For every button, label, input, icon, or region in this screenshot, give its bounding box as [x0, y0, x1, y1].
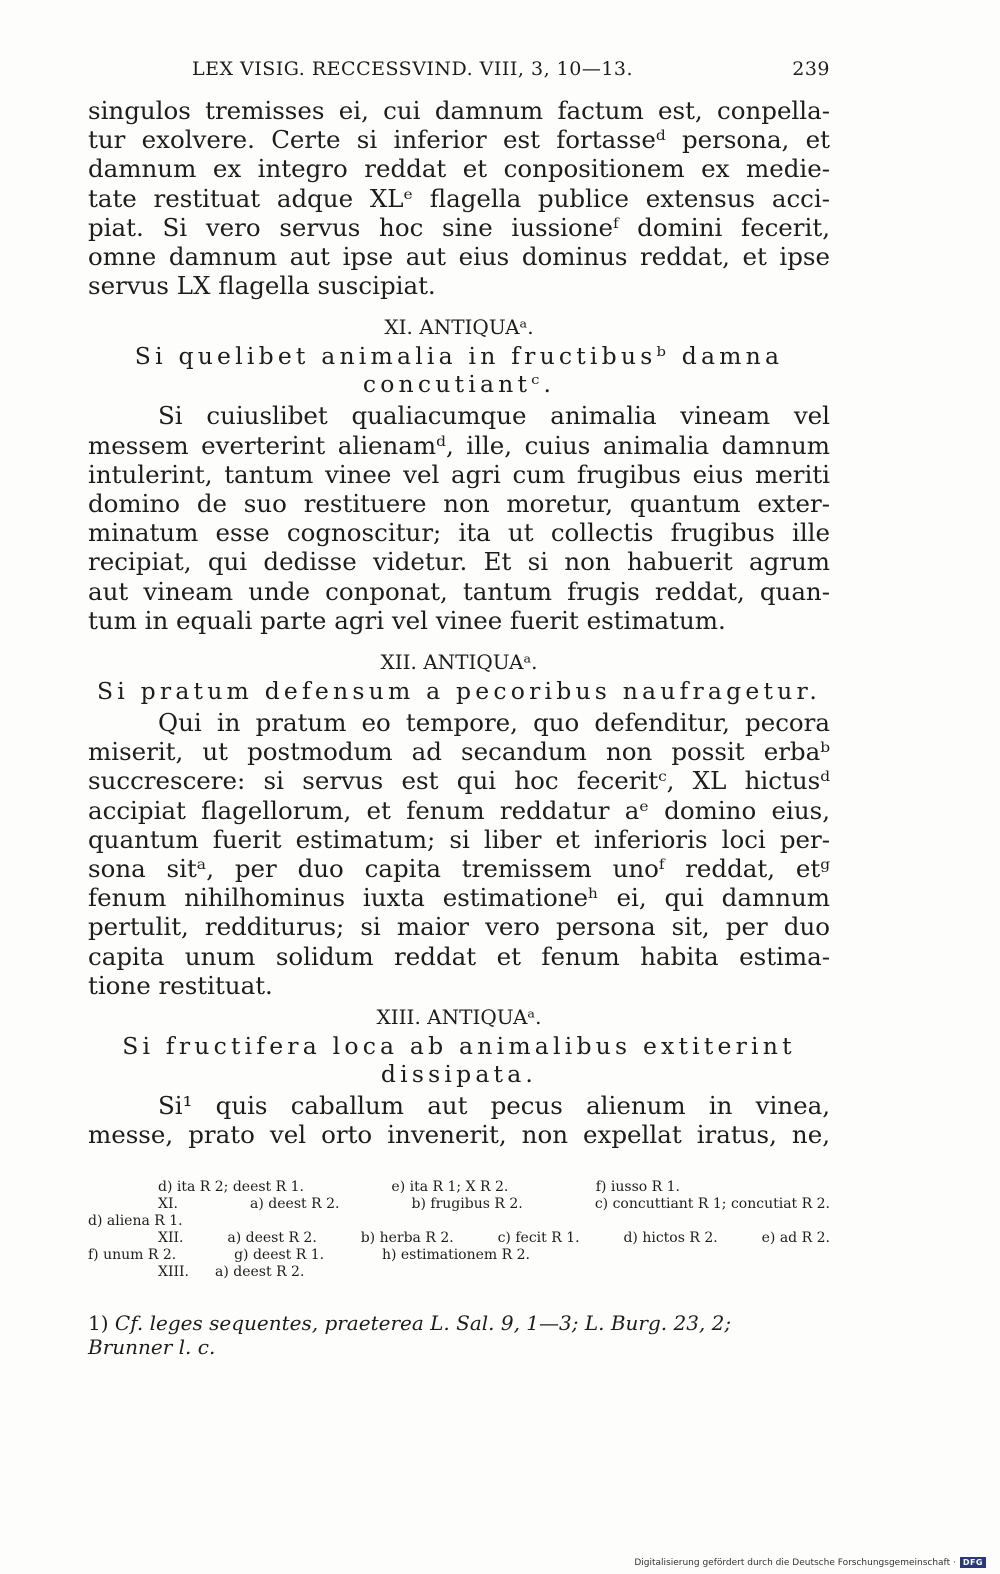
section-title-line: Si fructifera loca ab animalibus extiterint — [122, 1032, 796, 1061]
page-content — [88, 58, 830, 1359]
text-line: Qui in pratum eo tempore, quo defenditur, pecora — [158, 708, 830, 738]
text-line: omne damnum aut ipse aut eius dominus reddat, et ipse — [88, 242, 830, 272]
text-line: sona sitᵃ, per duo capita tremissem unoᶠ reddat, etᵍ — [88, 854, 830, 884]
section-heading-xii: XII. ANTIQUAᵃ. — [380, 650, 538, 675]
section-title-line: dissipata. — [380, 1060, 538, 1089]
text-line: intulerint, tantum vinee vel agri cum frugibus eius meriti — [88, 459, 830, 489]
apparatus-entry: e) ita R 1; X R 2. — [391, 1179, 509, 1196]
section-body-xii — [88, 708, 830, 1000]
text-line: tur exolvere. Certe si inferior est fortasseᵈ persona, et — [88, 125, 830, 155]
apparatus-entry: f) iusso R 1. — [595, 1179, 680, 1196]
text-line: messem everterint alienamᵈ, ille, cuius animalia damnum — [88, 430, 830, 460]
footnote-number: 1) — [88, 1311, 109, 1336]
apparatus-line — [88, 1179, 830, 1196]
page-number: 239 — [792, 58, 830, 80]
text-line: succrescere: si servus est qui hoc feceritᶜ, XL hictusᵈ — [88, 766, 830, 796]
section-body-xiii — [88, 1091, 830, 1149]
footnote-text: Cf. leges sequentes, praeterea L. Sal. 9, 1—3; L. Burg. 23, 2; — [114, 1311, 732, 1336]
text-line: damnum ex integro reddat et conpositionem ex medie- — [88, 154, 830, 184]
apparatus-line — [88, 1247, 830, 1264]
apparatus-entry: c) concuttiant R 1; concutiat R 2. — [594, 1196, 830, 1213]
apparatus-entry: a) deest R 2. — [215, 1264, 305, 1281]
critical-apparatus — [88, 1179, 830, 1281]
section-title-line: Si pratum defensum a pecoribus naufragetur. — [96, 677, 821, 706]
apparatus-entry: h) estimationem R 2. — [381, 1247, 530, 1264]
section-title-line: concutiantᶜ. — [362, 370, 556, 399]
apparatus-entry: g) deest R 1. — [234, 1247, 325, 1264]
text-line: aut vineam unde conponat, tantum frugis reddat, quan- — [88, 576, 830, 606]
footnote-line: Brunner l. c. — [88, 1335, 216, 1360]
text-line: quantum fuerit estimatum; si liber et inferioris loci per- — [88, 824, 830, 854]
text-line: servus LX flagella suscipiat. — [88, 271, 436, 301]
running-title: LEX VISIG. RECCESSVIND. VIII, 3, 10—13. — [192, 58, 634, 80]
text-line: Si cuiuslibet qualiacumque animalia vineam vel — [158, 401, 830, 431]
text-line: singulos tremisses ei, cui damnum factum est, conpella- — [88, 96, 830, 125]
intro-paragraph — [88, 96, 830, 300]
apparatus-entry: d) aliena R 1. — [88, 1213, 183, 1230]
apparatus-entry: e) ad R 2. — [761, 1230, 830, 1247]
apparatus-entry: XI. — [158, 1196, 178, 1213]
apparatus-line — [88, 1230, 830, 1247]
apparatus-entry: b) frugibus R 2. — [411, 1196, 523, 1213]
section-title-line: Si quelibet animalia in fructibusᵇ damna — [134, 342, 784, 371]
apparatus-entry: b) herba R 2. — [360, 1230, 454, 1247]
text-line: minatum esse cognoscitur; ita ut collectis frugibus ille — [88, 518, 830, 548]
text-line: tione restituat. — [88, 970, 273, 1000]
section-title-xii — [88, 677, 830, 705]
text-line: Si¹ quis caballum aut pecus alienum in vinea, — [158, 1091, 830, 1121]
section-title-xiii — [88, 1032, 830, 1088]
text-line: fenum nihilhominus iuxta estimationeʰ ei, qui damnum — [88, 883, 830, 913]
apparatus-entry: XII. — [158, 1230, 184, 1247]
credit-text: Digitalisierung gefördert durch die Deutsche Forschungsgemeinschaft · — [634, 1557, 956, 1568]
apparatus-line — [88, 1196, 830, 1213]
text-line: recipiat, qui dedisse videtur. Et si non habuerit agrum — [88, 547, 830, 577]
dfg-logo-icon: DFG — [960, 1557, 986, 1568]
footnote-line — [88, 1311, 830, 1335]
apparatus-entry: c) fecit R 1. — [497, 1230, 580, 1247]
apparatus-entry: f) unum R 2. — [88, 1247, 177, 1264]
text-line: pertulit, redditurus; si maior vero persona sit, per duo — [88, 912, 830, 942]
text-line: piat. Si vero servus hoc sine iussioneᶠ domini fecerit, — [88, 212, 830, 242]
running-header — [88, 58, 830, 80]
text-line: domino de suo restituere non moretur, quantum exter- — [88, 489, 830, 519]
text-line: miserit, ut postmodum ad secandum non possit erbaᵇ — [88, 737, 830, 767]
digitization-credit — [634, 1557, 986, 1568]
apparatus-entry: a) deest R 2. — [227, 1230, 317, 1247]
section-body-xi — [88, 401, 830, 635]
apparatus-line — [88, 1213, 830, 1230]
text-line: messe, prato vel orto invenerit, non expellat iratus, ne, — [88, 1120, 830, 1150]
text-line: accipiat flagellorum, et fenum reddatur aᵉ domino eius, — [88, 795, 830, 825]
text-line: tate restituat adque XLᵉ flagella publice extensus acci- — [88, 183, 830, 213]
apparatus-line — [88, 1264, 830, 1281]
apparatus-entry: XIII. — [158, 1264, 190, 1281]
section-heading-xi: XI. ANTIQUAᵃ. — [384, 315, 534, 340]
apparatus-entry: d) ita R 2; deest R 1. — [158, 1179, 304, 1196]
section-heading-xiii: XIII. ANTIQUAᵃ. — [376, 1005, 542, 1030]
apparatus-entry: d) hictos R 2. — [623, 1230, 718, 1247]
apparatus-entry: a) deest R 2. — [250, 1196, 340, 1213]
text-line: capita unum solidum reddat et fenum habita estima- — [88, 941, 830, 971]
section-title-xi — [88, 342, 830, 398]
text-line: tum in equali parte agri vel vinee fuerit estimatum. — [88, 605, 726, 635]
footnote — [88, 1311, 830, 1359]
